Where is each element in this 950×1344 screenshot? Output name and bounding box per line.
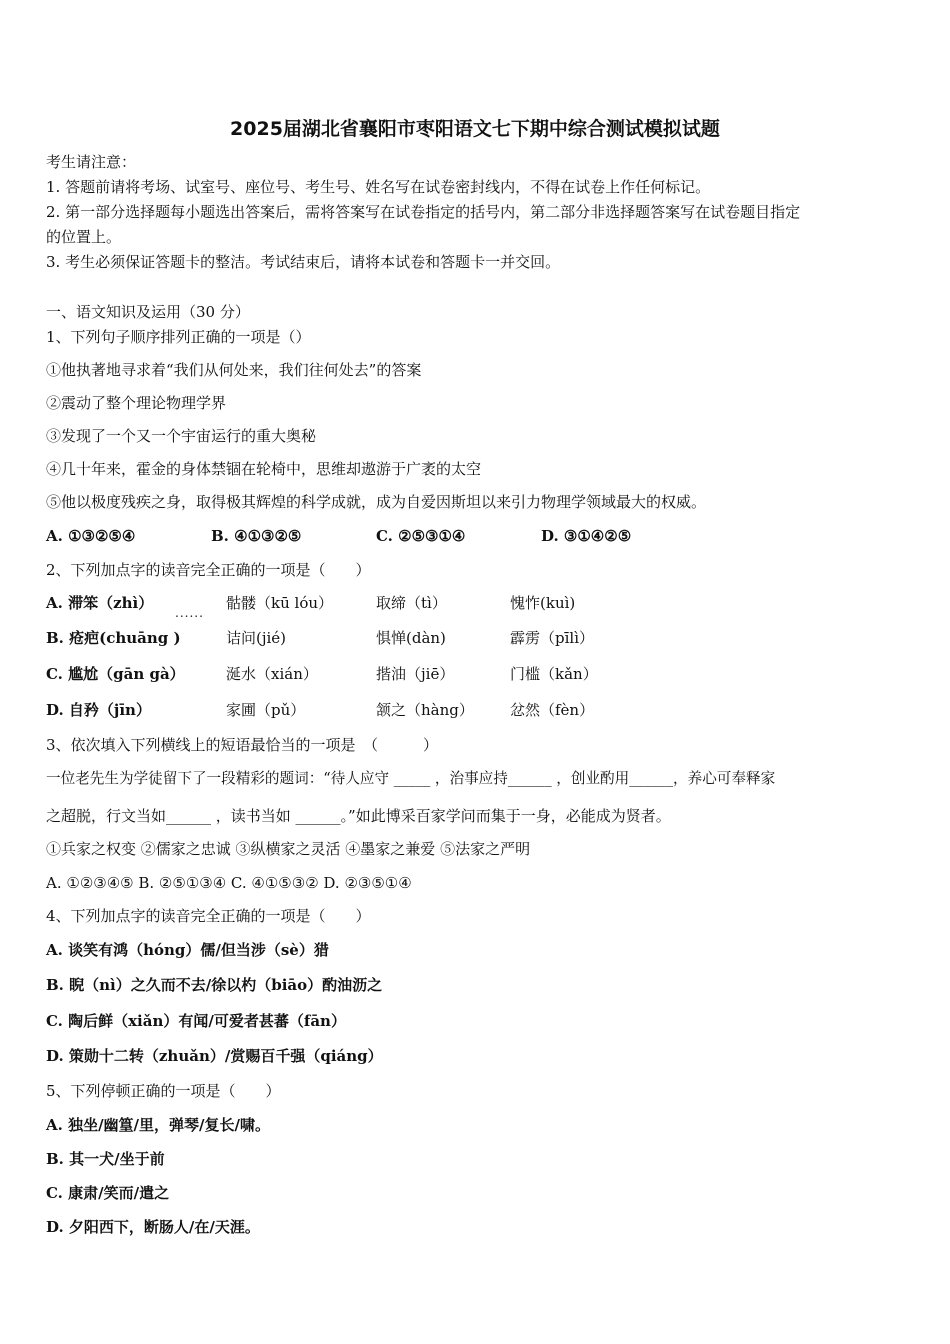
q2-a-1: A. 滞笨（zhì）	[46, 594, 154, 612]
q3-passage-line: 之超脱，行文当如______ ，读书当如 ______。”如此博采百家学问而集于一身，必能成为贤者。	[46, 807, 671, 825]
question-1-stem: 1、下列句子顺序排列正确的一项是（）	[46, 328, 311, 346]
q1-option-b: B. ④①③②⑤	[211, 527, 302, 545]
q5-option-b: B. 其一犬/坐于前	[46, 1150, 165, 1168]
q2-a-3: 取缔（tì）	[376, 594, 447, 612]
question-5-stem: 5、下列停顿正确的一项是（ ）	[46, 1082, 281, 1100]
q4-option-b: B. 睨（nì）之久而不去/徐以杓（biāo）酌油沥之	[46, 976, 383, 994]
notice-item: 1. 答题前请将考场、试室号、座位号、考生号、姓名写在试卷密封线内，不得在试卷上作任何标记。	[46, 178, 711, 196]
q2-d-4: 忿然（fèn）	[510, 701, 595, 719]
q4-option-c: C. 陶后鲜（xiǎn）有闻/可爱者甚蕃（fān）	[46, 1012, 346, 1030]
q2-b-4: 霹雳（pīlì）	[510, 629, 594, 647]
notice-heading: 考生请注意：	[46, 153, 137, 171]
q2-c-1: C. 尴尬（gān gà）	[46, 665, 185, 683]
notice-item: 3. 考生必须保证答题卡的整洁。考试结束后，请将本试卷和答题卡一并交回。	[46, 253, 561, 271]
question-3-stem: 3、依次填入下列横线上的短语最恰当的一项是 （ ）	[46, 736, 439, 754]
q1-item: ②震动了整个理论物理学界	[46, 394, 227, 412]
q2-a-4: 愧怍(kuì)	[510, 594, 576, 612]
question-4-stem: 4、下列加点字的读音完全正确的一项是（ ）	[46, 907, 371, 925]
q3-options: A. ①②③④⑤ B. ②⑤①③④ C. ④①⑤③② D. ②③⑤①④	[46, 874, 412, 892]
q2-option-a	[46, 593, 153, 613]
q1-item: ④几十年来，霍金的身体禁锢在轮椅中，思维却遨游于广袤的太空	[46, 460, 482, 478]
q2-b-3: 惧惮(dàn)	[376, 629, 446, 647]
q4-option-a: A. 谈笑有鸿（hóng）儒/但当涉（sè）猎	[46, 941, 329, 959]
q5-option-d: D. 夕阳西下，断肠人/在/天涯。	[46, 1218, 260, 1236]
q5-option-a: A. 独坐/幽篁/里，弹琴/复长/啸。	[46, 1116, 270, 1134]
question-2-stem: 2、下列加点字的读音完全正确的一项是（ ）	[46, 561, 371, 579]
q2-c-4: 门槛（kǎn）	[510, 665, 598, 683]
q2-c-3: 揩油（jiē）	[376, 665, 455, 683]
notice-item: 2. 第一部分选择题每小题选出答案后，需将答案写在试卷指定的括号内，第二部分非选择题答案写在试卷题目指定	[46, 203, 801, 221]
q1-option-c: C. ②⑤③①④	[376, 527, 466, 545]
q3-passage-line: 一位老先生为学徒留下了一段精彩的题词：“待人应守 _____ ，治事应持______ ，创业酌用______，养心可奉释家	[46, 770, 776, 787]
q1-option-d: D. ③①④②⑤	[541, 527, 632, 545]
q1-item: ③发现了一个又一个宇宙运行的重大奥秘	[46, 427, 317, 445]
notice-item: 的位置上。	[46, 228, 122, 246]
page-title: 2025届湖北省襄阳市枣阳语文七下期中综合测试模拟试题	[230, 118, 720, 140]
q2-b-2: 诘问(jié)	[226, 629, 287, 647]
q2-a-2: 骷髅（kū lóu）	[226, 594, 334, 612]
q1-item: ⑤他以极度残疾之身，取得极其辉煌的科学成就，成为自爱因斯坦以来引力物理学领域最大的权威。	[46, 493, 707, 511]
q2-b-1: B. 疮疤(chuāng )	[46, 629, 181, 647]
emphasis-dots: ......	[175, 606, 204, 620]
section-heading: 一、语文知识及运用（30 分）	[46, 303, 250, 321]
q1-item: ①他执著地寻求着“我们从何处来，我们往何处去”的答案	[46, 361, 422, 379]
q2-c-2: 涎水（xián）	[226, 665, 318, 683]
q2-d-3: 颔之（hàng）	[376, 701, 474, 719]
q2-d-1: D. 自矜（jīn）	[46, 701, 151, 719]
q5-option-c: C. 康肃/笑而/遣之	[46, 1184, 170, 1202]
q4-option-d: D. 策勋十二转（zhuǎn）/赏赐百千强（qiáng）	[46, 1047, 383, 1065]
q2-d-2: 家圃（pǔ）	[226, 701, 306, 719]
q1-option-a: A. ①③②⑤④	[46, 527, 136, 545]
q3-phrases: ①兵家之权变 ②儒家之忠诚 ③纵横家之灵活 ④墨家之兼爱 ⑤法家之严明	[46, 840, 531, 858]
